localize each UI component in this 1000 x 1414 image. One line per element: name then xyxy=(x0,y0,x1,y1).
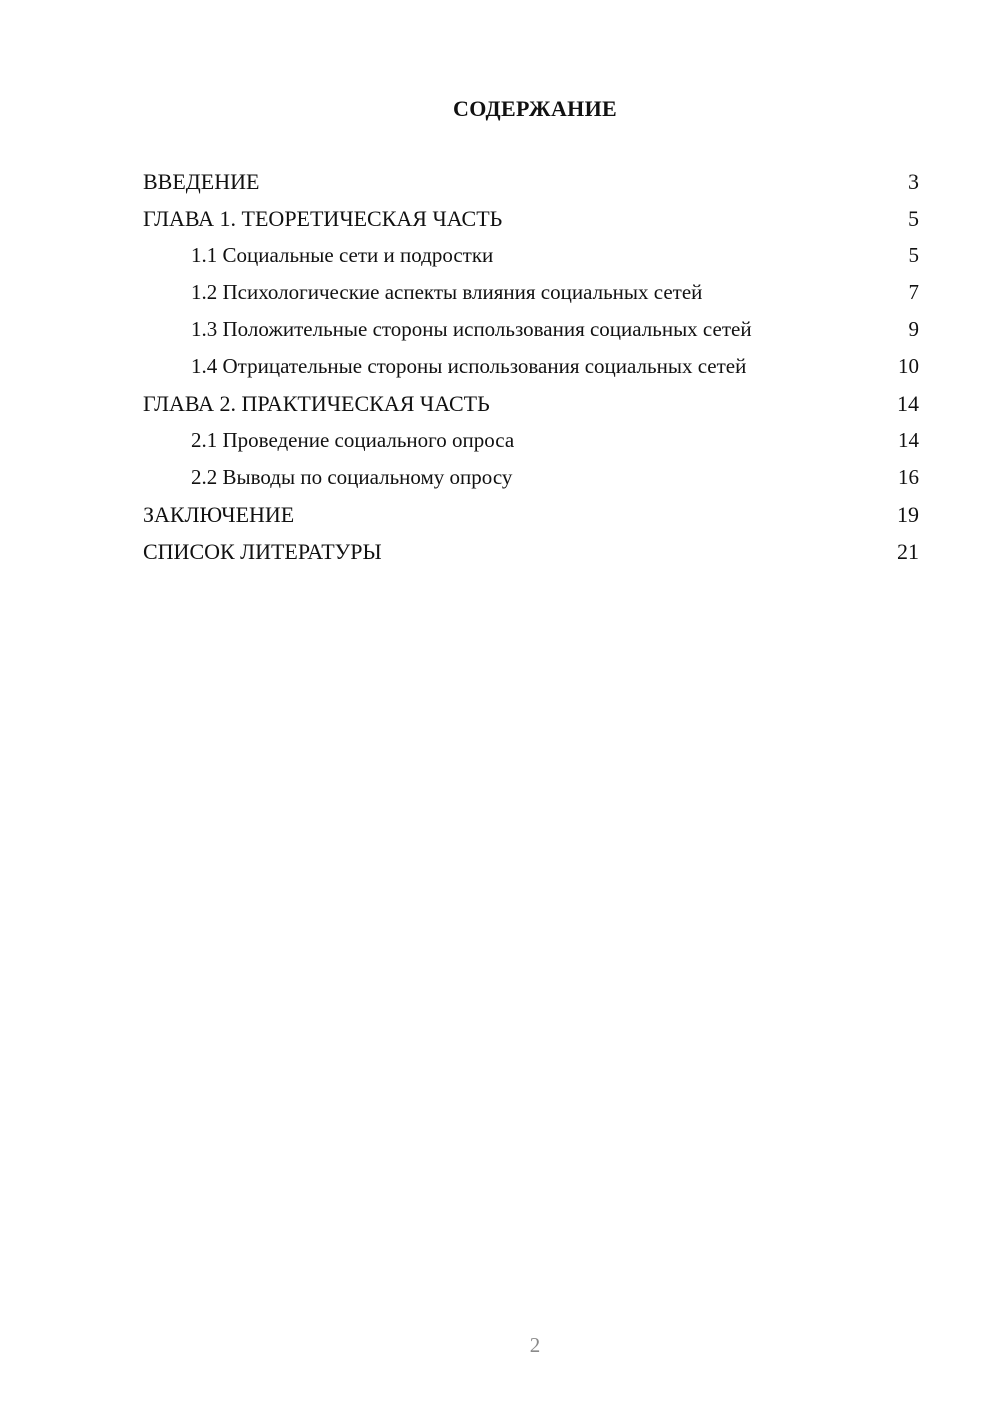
toc-entry-conclusion[interactable] xyxy=(143,501,919,528)
table-of-contents xyxy=(143,168,919,575)
toc-entry-page: 7 xyxy=(908,280,919,304)
toc-entry-label: 1.2 Психологические аспекты влияния социальных сетей xyxy=(191,280,703,304)
page-title: СОДЕРЖАНИЕ xyxy=(453,96,617,121)
toc-entry-section-2-1[interactable] xyxy=(143,427,919,454)
toc-entry-section-2-2[interactable] xyxy=(143,464,919,491)
toc-entry-page: 21 xyxy=(897,539,919,564)
toc-entry-section-1-3[interactable] xyxy=(143,316,919,343)
toc-entry-page: 5 xyxy=(908,243,919,267)
toc-entry-label: 2.1 Проведение социального опроса xyxy=(191,428,515,452)
toc-entry-section-1-4[interactable] xyxy=(143,353,919,380)
toc-entry-chapter-2[interactable] xyxy=(143,390,919,417)
toc-entry-page: 14 xyxy=(897,391,919,416)
toc-entry-page: 3 xyxy=(908,169,919,194)
toc-entry-label: ЗАКЛЮЧЕНИЕ xyxy=(143,502,295,527)
toc-entry-page: 9 xyxy=(908,317,919,341)
toc-entry-page: 16 xyxy=(898,465,919,489)
toc-entry-label: ГЛАВА 2. ПРАКТИЧЕСКАЯ ЧАСТЬ xyxy=(143,391,490,416)
toc-entry-label: 1.1 Социальные сети и подростки xyxy=(191,243,494,267)
page-number: 2 xyxy=(529,1333,541,1357)
toc-entry-references[interactable] xyxy=(143,538,919,565)
toc-entry-label: СПИСОК ЛИТЕРАТУРЫ xyxy=(143,539,382,564)
toc-entry-page: 10 xyxy=(898,354,919,378)
toc-entry-page: 14 xyxy=(898,428,919,452)
toc-entry-section-1-1[interactable] xyxy=(143,242,919,269)
toc-entry-chapter-1[interactable] xyxy=(143,205,919,232)
toc-entry-page: 19 xyxy=(897,502,919,527)
toc-entry-page: 5 xyxy=(908,206,919,231)
toc-entry-section-1-2[interactable] xyxy=(143,279,919,306)
toc-entry-label: 2.2 Выводы по социальному опросу xyxy=(191,465,513,489)
toc-entry-label: ГЛАВА 1. ТЕОРЕТИЧЕСКАЯ ЧАСТЬ xyxy=(143,206,503,231)
toc-entry-label: 1.4 Отрицательные стороны использования социальных сетей xyxy=(191,354,747,378)
toc-entry-introduction[interactable] xyxy=(143,168,919,195)
toc-entry-label: ВВЕДЕНИЕ xyxy=(143,169,260,194)
toc-entry-label: 1.3 Положительные стороны использования социальных сетей xyxy=(191,317,752,341)
